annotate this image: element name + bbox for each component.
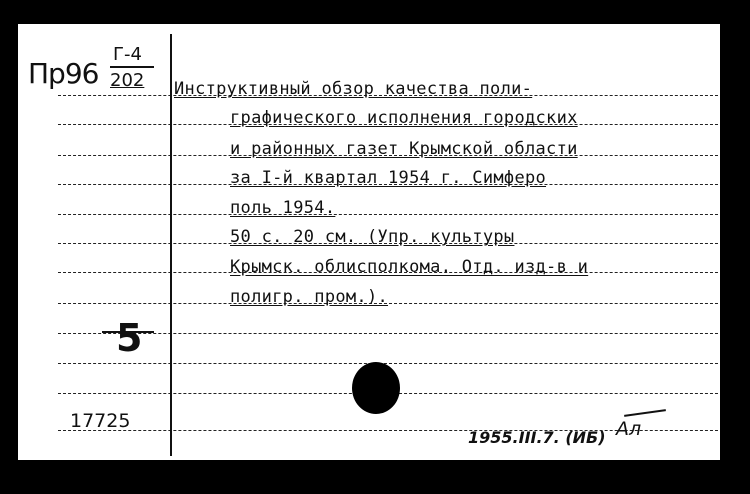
inventory-number: 17725 [70, 410, 131, 432]
shelf-mark-bottom: 202 [110, 70, 145, 91]
description-line: поль 1954. [230, 198, 336, 218]
card-rule [58, 214, 720, 215]
punch-hole [352, 362, 400, 414]
shelf-mark-divider [110, 66, 154, 68]
description-line: Инструктивный обзор качества поли- [174, 79, 533, 99]
description-line: полигр. пром.). [230, 287, 389, 307]
card-rule [58, 303, 720, 304]
cataloger-initials: Ал [616, 418, 642, 440]
margin-line [170, 34, 172, 456]
shelf-mark: Пр96 [28, 57, 99, 90]
initials-stroke [624, 409, 666, 417]
card-rule [58, 363, 720, 364]
description-line: за I-й квартал 1954 г. Симферо [230, 168, 547, 188]
shelf-mark-top: Г-4 [113, 44, 142, 65]
description-line: и районных газет Крымской области [230, 139, 578, 159]
description-line: графического исполнения городских [230, 108, 578, 128]
copies-underline [102, 331, 154, 333]
description-line: 50 с. 20 см. (Упр. культуры [230, 227, 515, 247]
catalog-card [18, 24, 720, 460]
description-line: Крымск. облисполкома. Отд. изд-в и [230, 257, 589, 277]
copies-mark: 5 [116, 316, 143, 360]
card-rule [58, 333, 720, 334]
date-stamp: 1955.III.7. (ИБ) [468, 428, 606, 447]
